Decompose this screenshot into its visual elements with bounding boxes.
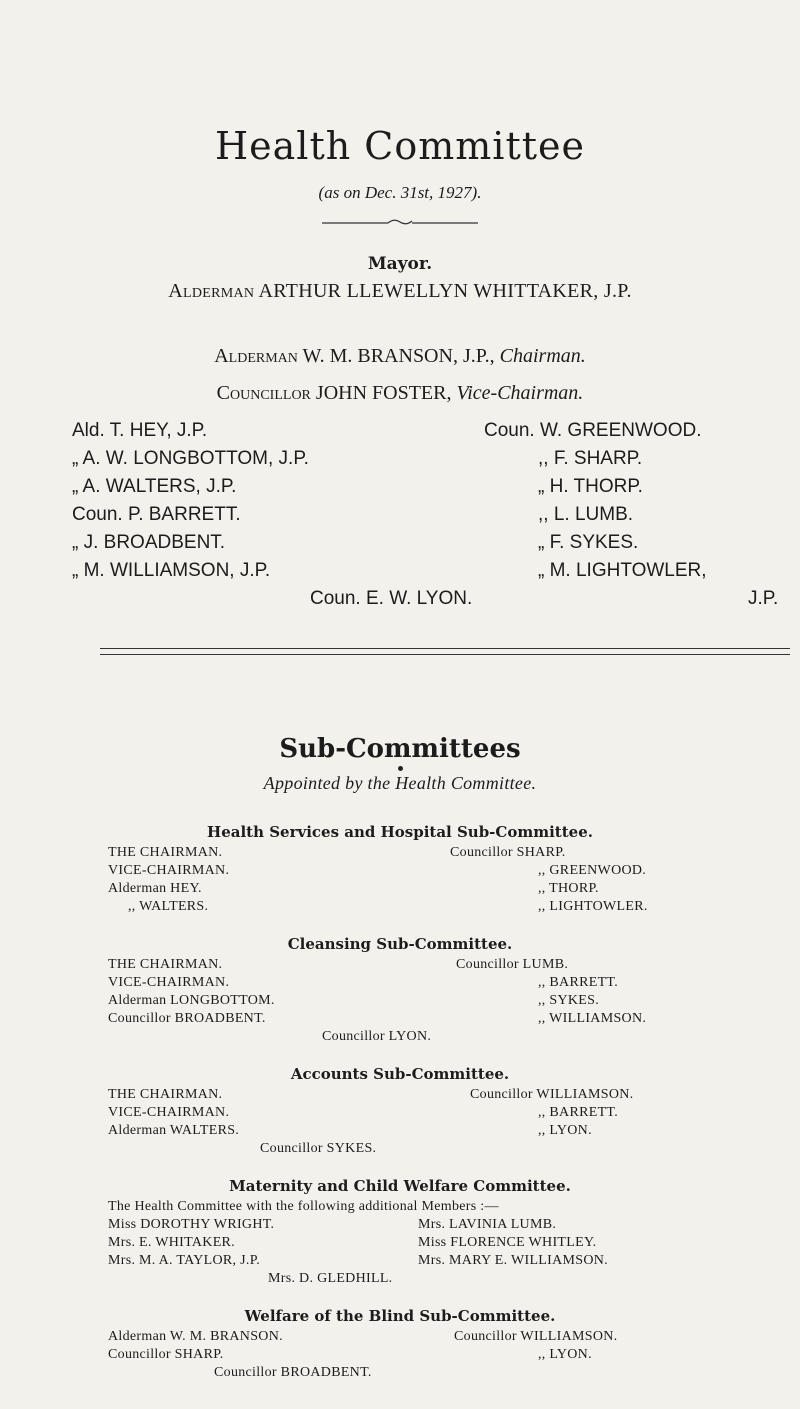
cl-right-3: ,, SYKES. xyxy=(538,993,600,1008)
cleansing-heading: Cleansing Sub-Committee. xyxy=(287,935,513,953)
ac-right-1: Councillor WILLIAMSON. xyxy=(470,1087,634,1102)
vice-name: JOHN FOSTER, xyxy=(315,382,452,404)
hs-left-4: ,, WALTERS. xyxy=(128,899,209,914)
mayor-name: ARTHUR LLEWELLYN WHITTAKER, J.P. xyxy=(258,280,632,302)
accounts-heading: Accounts Sub-Committee. xyxy=(290,1065,510,1083)
cl-left-4: Councillor BROADBENT. xyxy=(108,1011,266,1026)
bullet-dot xyxy=(398,766,403,771)
member-right-2: ,, F. SHARP. xyxy=(538,448,643,469)
ac-right-2: ,, BARRETT. xyxy=(538,1105,619,1120)
member-right-4: ,, L. LUMB. xyxy=(538,504,634,525)
member-right-5: „ F. SYKES. xyxy=(538,532,639,553)
ac-left-2: VICE-CHAIRMAN. xyxy=(108,1105,230,1120)
bl-right-2: ,, LYON. xyxy=(538,1347,592,1362)
cl-right-2: ,, BARRETT. xyxy=(538,975,619,990)
hs-left-1: THE CHAIRMAN. xyxy=(108,845,223,860)
chairman-prefix: Alderman xyxy=(214,345,298,367)
member-left-6: „ M. WILLIAMSON, J.P. xyxy=(72,560,271,581)
hs-right-3: ,, THORP. xyxy=(538,881,599,896)
vice-prefix: Councillor xyxy=(216,382,311,404)
health-services-heading: Health Services and Hospital Sub-Committee. xyxy=(207,823,593,841)
member-right-6: „ M. LIGHTOWLER, xyxy=(538,560,707,581)
member-left-2: „ A. W. LONGBOTTOM, J.P. xyxy=(72,448,309,469)
hs-left-2: VICE-CHAIRMAN. xyxy=(108,863,230,878)
bl-left-2: Councillor SHARP. xyxy=(108,1347,224,1362)
hs-left-3: Alderman HEY. xyxy=(108,881,202,896)
member-left-1: Ald. T. HEY, J.P. xyxy=(72,420,208,441)
mayor-line xyxy=(0,280,800,303)
divider-rule xyxy=(100,648,790,649)
member-left-4: Coun. P. BARRETT. xyxy=(72,504,241,525)
chairman-name: W. M. BRANSON, J.P., xyxy=(302,345,495,367)
bl-left-1: Alderman W. M. BRANSON. xyxy=(108,1329,283,1344)
cl-left-3: Alderman LONGBOTTOM. xyxy=(108,993,275,1008)
mat-right-2: Miss FLORENCE WHITLEY. xyxy=(418,1235,597,1250)
bl-last: Councillor BROADBENT. xyxy=(214,1365,372,1380)
cl-last: Councillor LYON. xyxy=(322,1029,432,1044)
date-note: (as on Dec. 31st, 1927). xyxy=(318,183,482,202)
vice-role: Vice-Chairman. xyxy=(456,382,584,404)
subcommittees-note: Appointed by the Health Committee. xyxy=(263,773,537,793)
cl-right-1: Councillor LUMB. xyxy=(456,957,569,972)
mat-left-2: Mrs. E. WHITAKER. xyxy=(108,1235,235,1250)
ac-left-1: THE CHAIRMAN. xyxy=(108,1087,223,1102)
chairman-line xyxy=(0,345,800,368)
bl-right-1: Councillor WILLIAMSON. xyxy=(454,1329,618,1344)
mayor-prefix: Alderman xyxy=(168,280,255,302)
cl-left-2: VICE-CHAIRMAN. xyxy=(108,975,230,990)
maternity-heading: Maternity and Child Welfare Committee. xyxy=(229,1177,571,1195)
mat-right-1: Mrs. LAVINIA LUMB. xyxy=(418,1217,557,1232)
mat-right-3: Mrs. MARY E. WILLIAMSON. xyxy=(418,1253,608,1268)
member-left-5: „ J. BROADBENT. xyxy=(72,532,226,553)
ac-last: Councillor SYKES. xyxy=(260,1141,377,1156)
divider-rule-2 xyxy=(100,654,790,655)
cl-right-4: ,, WILLIAMSON. xyxy=(538,1011,647,1026)
hs-right-2: ,, GREENWOOD. xyxy=(538,863,647,878)
mat-intro: The Health Committee with the following additional Members :— xyxy=(108,1199,499,1214)
member-right-1: Coun. W. GREENWOOD. xyxy=(484,420,702,441)
member-right-3: „ H. THORP. xyxy=(538,476,643,497)
member-last: Coun. E. W. LYON. xyxy=(310,588,473,609)
subcommittees-title: Sub-Committees xyxy=(279,734,521,764)
hs-right-1: Councillor SHARP. xyxy=(450,845,566,860)
blind-heading: Welfare of the Blind Sub-Committee. xyxy=(244,1307,556,1325)
page-title: Health Committee xyxy=(215,124,585,168)
member-left-3: „ A. WALTERS, J.P. xyxy=(72,476,237,497)
ac-right-3: ,, LYON. xyxy=(538,1123,592,1138)
cl-left-1: THE CHAIRMAN. xyxy=(108,957,223,972)
mayor-heading: Mayor. xyxy=(367,254,433,274)
ornament-divider xyxy=(322,217,478,227)
vice-chairman-line xyxy=(0,382,800,405)
mat-left-1: Miss DOROTHY WRIGHT. xyxy=(108,1217,275,1232)
chairman-role: Chairman. xyxy=(499,345,586,367)
ac-left-3: Alderman WALTERS. xyxy=(108,1123,240,1138)
member-last-suffix: J.P. xyxy=(748,588,779,609)
mat-last: Mrs. D. GLEDHILL. xyxy=(268,1271,393,1286)
mat-left-3: Mrs. M. A. TAYLOR, J.P. xyxy=(108,1253,261,1268)
hs-right-4: ,, LIGHTOWLER. xyxy=(538,899,648,914)
